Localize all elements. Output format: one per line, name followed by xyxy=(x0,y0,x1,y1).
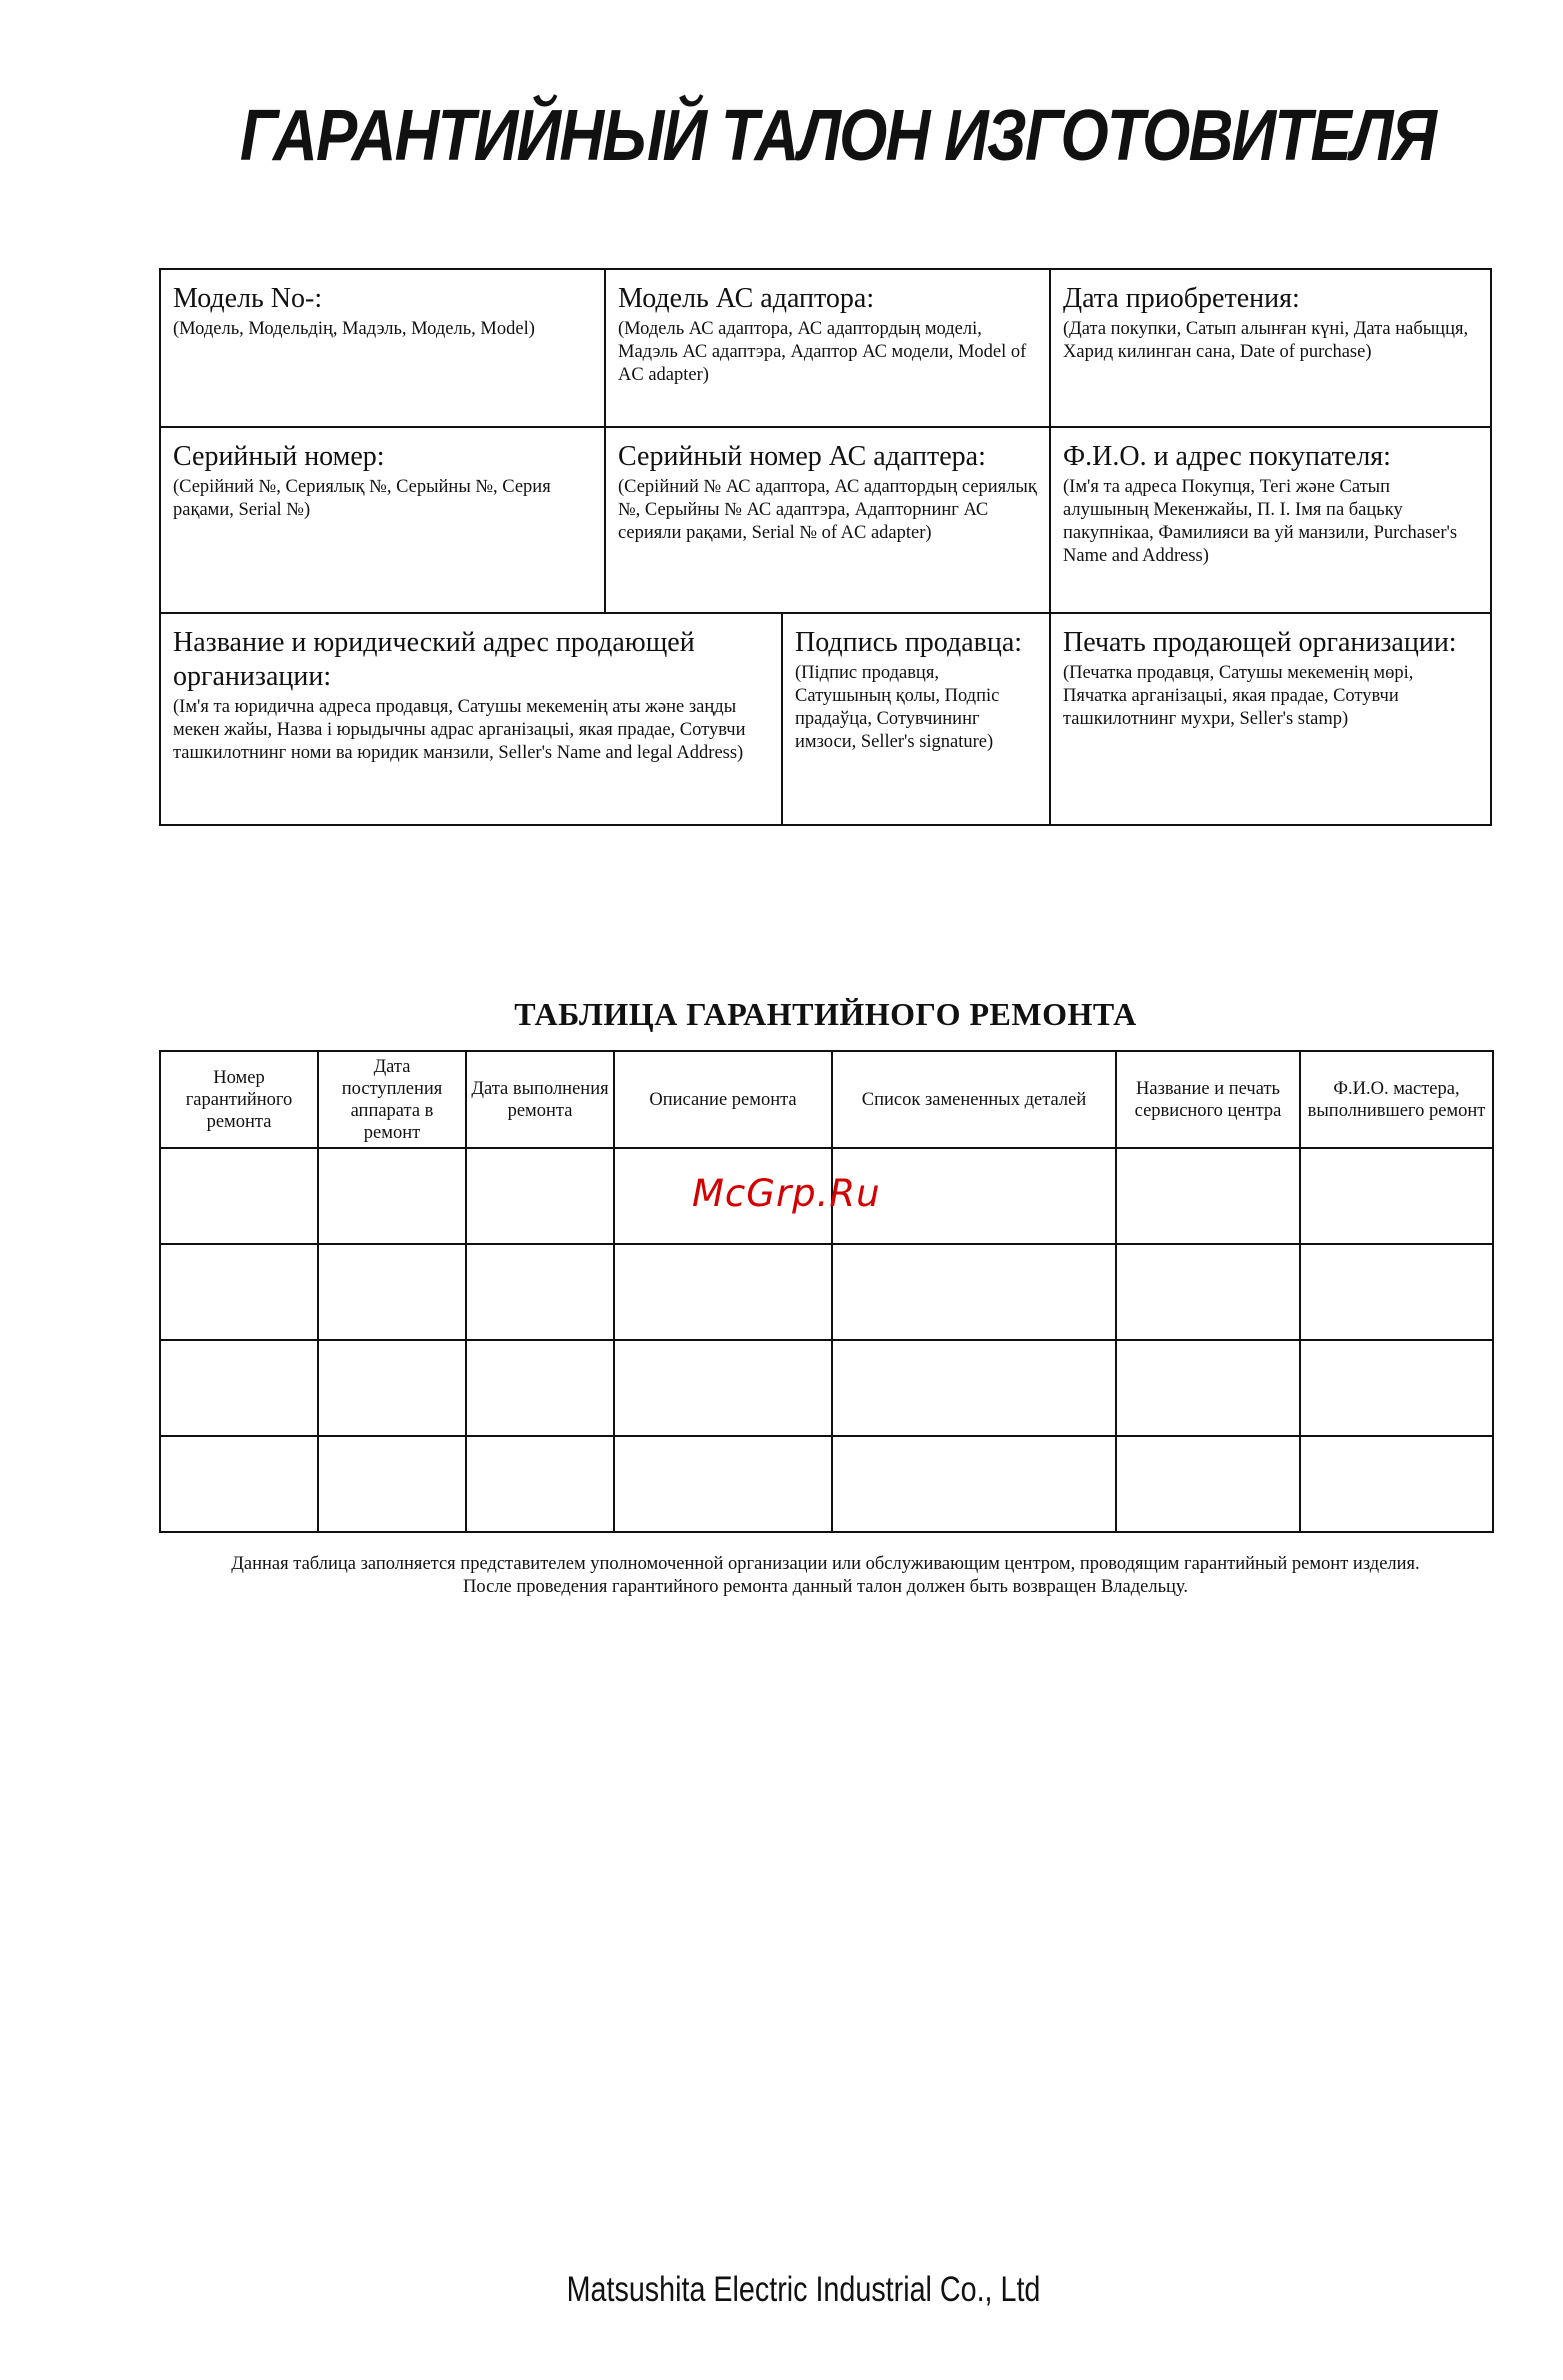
purchase-date-subtext: (Дата покупки, Сатып алынған күні, Дата набыцця, Харид килинган сана, Date of purchase) xyxy=(1063,319,1469,362)
adapter-model-heading: Модель АС адаптора: xyxy=(618,283,875,314)
repair-table xyxy=(159,1050,1494,1533)
table-cell[interactable] xyxy=(1116,1436,1300,1532)
table-row xyxy=(160,1244,1493,1340)
table-cell[interactable] xyxy=(466,1244,614,1340)
model-heading: Модель No-: xyxy=(173,283,323,314)
seller-org-cell[interactable] xyxy=(161,614,781,824)
header-repair-number: Номер гарантийного ремонта xyxy=(160,1051,318,1148)
adapter-serial-subtext: (Серійний № АС адаптора, АС адаптордың сериялық №, Серыйны № АС адаптэра, Адапторнинг АС серияли рақами, Serial № of AC adapter) xyxy=(618,477,1037,543)
table-cell[interactable] xyxy=(466,1148,614,1244)
table-cell[interactable] xyxy=(1116,1148,1300,1244)
header-replaced-parts: Список замененных деталей xyxy=(832,1051,1116,1148)
serial-cell[interactable] xyxy=(161,428,604,612)
serial-heading: Серийный номер: xyxy=(173,441,385,472)
seller-stamp-cell[interactable] xyxy=(1051,614,1490,824)
table-cell[interactable] xyxy=(160,1436,318,1532)
seller-signature-subtext: (Підпис продавця, Сатушының қолы, Подпіс прадаўца, Сотувчининг имзоси, Seller's signature) xyxy=(795,663,1000,752)
model-cell[interactable] xyxy=(161,270,604,426)
seller-stamp-subtext: (Печатка продавця, Сатушы мекеменің мөрі, Пячатка арганізацыі, якая прадае, Сотувчи ташкилотнинг мухри, Seller's stamp) xyxy=(1063,663,1414,729)
table-cell[interactable] xyxy=(832,1340,1116,1436)
purchaser-subtext: (Ім'я та адреса Покупця, Тегі және Сатып алушының Мекенжайы, П. І. Імя па бацьку пакупнікаа, Фамилияси ва уй манзили, Purchaser's Name and Address) xyxy=(1063,477,1458,566)
table-cell[interactable] xyxy=(1300,1436,1493,1532)
purchaser-cell[interactable] xyxy=(1051,428,1490,612)
table-cell[interactable] xyxy=(1300,1244,1493,1340)
adapter-serial-cell[interactable] xyxy=(606,428,1049,612)
table-row xyxy=(160,1436,1493,1532)
adapter-model-cell[interactable] xyxy=(606,270,1049,426)
table-cell[interactable] xyxy=(318,1436,466,1532)
table-cell[interactable] xyxy=(832,1244,1116,1340)
header-service-center: Название и печать сервисного центра xyxy=(1116,1051,1300,1148)
table-cell[interactable] xyxy=(466,1436,614,1532)
table-cell[interactable] xyxy=(318,1148,466,1244)
purchase-date-heading: Дата приобретения: xyxy=(1063,283,1300,314)
table-cell[interactable] xyxy=(160,1148,318,1244)
purchase-date-cell[interactable] xyxy=(1051,270,1490,426)
header-repair-description: Описание ремонта xyxy=(614,1051,832,1148)
table-cell[interactable] xyxy=(1300,1148,1493,1244)
table-cell[interactable] xyxy=(1116,1340,1300,1436)
page-title: ГАРАНТИЙНЫЙ ТАЛОН ИЗГОТОВИТЕЛЯ xyxy=(239,96,1436,176)
table-cell[interactable] xyxy=(832,1436,1116,1532)
seller-signature-heading: Подпись продавца: xyxy=(795,627,1023,658)
table-cell[interactable] xyxy=(318,1244,466,1340)
header-received-date: Дата поступления аппарата в ремонт xyxy=(318,1051,466,1148)
warranty-info-grid xyxy=(159,268,1492,826)
table-cell[interactable] xyxy=(614,1340,832,1436)
table-note xyxy=(159,1553,1492,1599)
table-cell[interactable] xyxy=(614,1436,832,1532)
table-row xyxy=(160,1340,1493,1436)
table-cell[interactable] xyxy=(160,1340,318,1436)
model-subtext: (Модель, Модельдің, Мадэль, Модель, Model) xyxy=(173,319,535,339)
manufacturer-footer: Matsushita Electric Industrial Co., Ltd xyxy=(566,2270,1041,2309)
note-line-1: Данная таблица заполняется представителем уполномоченной организации или обслуживающим центром, проводящим гарантийный ремонт изделия. xyxy=(231,1554,1420,1574)
table-cell[interactable] xyxy=(160,1244,318,1340)
adapter-model-subtext: (Модель АС адаптора, АС адаптордың моделі, Мадэль АС адаптэра, Адаптор АС модели, Model of AC adapter) xyxy=(618,319,1027,385)
watermark: McGrp.Ru xyxy=(692,1172,881,1215)
table-cell[interactable] xyxy=(466,1340,614,1436)
header-technician: Ф.И.О. мастера, выполнившего ремонт xyxy=(1300,1051,1493,1148)
serial-subtext: (Серійний №, Сериялық №, Серыйны №, Серия рақами, Serial №) xyxy=(173,477,551,520)
header-completion-date: Дата выполнения ремонта xyxy=(466,1051,614,1148)
seller-stamp-heading: Печать продающей организации: xyxy=(1063,627,1457,658)
table-cell[interactable] xyxy=(1300,1340,1493,1436)
purchaser-heading: Ф.И.О. и адрес покупателя: xyxy=(1063,441,1391,472)
adapter-serial-heading: Серийный номер АС адаптера: xyxy=(618,441,986,472)
table-cell[interactable] xyxy=(1116,1244,1300,1340)
seller-org-subtext: (Ім'я та юридична адреса продавця, Сатушы мекеменің аты және заңды мекен жайы, Назва і юрыдычны адрас арганізацыі, якая прадае, Сотувчи ташкилотнинг номи ва юридик манзили, Seller's Name and legal Address) xyxy=(173,697,746,763)
note-line-2: После проведения гарантийного ремонта данный талон должен быть возвращен Владельцу. xyxy=(463,1577,1188,1597)
seller-signature-cell[interactable] xyxy=(783,614,1049,824)
table-cell[interactable] xyxy=(614,1244,832,1340)
repair-table-header-row xyxy=(160,1051,1493,1148)
table-cell[interactable] xyxy=(318,1340,466,1436)
repair-table-title: ТАБЛИЦА ГАРАНТИЙНОГО РЕМОНТА xyxy=(514,996,1137,1032)
seller-org-heading: Название и юридический адрес продающей организации: xyxy=(173,627,695,692)
